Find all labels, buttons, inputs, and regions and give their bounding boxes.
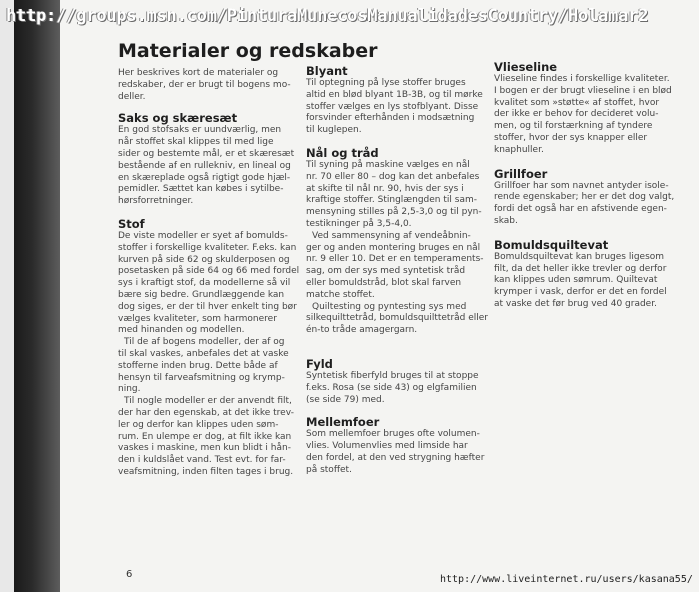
text-line: mensyning stilles på 2,5-3,0 og til pyn- [306, 207, 482, 218]
text-line: En god stofsaks er uundværlig, men [118, 125, 282, 136]
text-line: skab. [494, 215, 518, 226]
column-middle [306, 64, 488, 477]
text-line: den i kuldslået vand. Test evt. for far- [118, 455, 286, 466]
text-line: posetasken på side 64 og 66 med fordel [118, 266, 300, 277]
text-line: Ved sammensyning af vendeåbnin- [312, 230, 471, 241]
text-line: Grillfoer har som navnet antyder isole- [494, 180, 669, 191]
column-left [118, 68, 300, 479]
text-line: vælges kvaliteter, som harmonerer [118, 313, 277, 324]
text-line: matche stoffet. [306, 289, 375, 300]
text-line: Til de af bogens modeller, der af og [124, 337, 285, 348]
text-line: krymper i vask, derfor er det en fordel [494, 287, 667, 298]
heading-naal: Nål og tråd [306, 145, 379, 160]
heading-saks: Saks og skæresæt [118, 111, 238, 126]
text-line: Her beskrives kort de materialer og [118, 68, 279, 78]
text-line: f.eks. Rosa (se side 43) og elgfamilien [306, 382, 477, 393]
text-line: vlies. Volumenvlies med limside har [306, 441, 468, 452]
text-line: når stoffet skal klippes til med lige [118, 137, 274, 148]
naal-paragraph-2 [306, 231, 488, 302]
book-spine [14, 0, 60, 592]
heading-fyld: Fyld [306, 356, 333, 371]
text-line: deller. [118, 91, 146, 102]
text-line: hensyn til farveafsmitning og krymp- [118, 372, 285, 383]
text-line: Bomuldsquiltevat kan bruges ligesom [494, 251, 665, 262]
text-line: testikninger på 3,5-4,0. [306, 218, 412, 229]
text-line: vaskes i maskine, men kun blidt i hån- [118, 443, 291, 454]
text-line: knaphuller. [494, 144, 544, 155]
text-line: stoffer i forskellige kvaliteter. F.eks. kan [118, 242, 297, 253]
text-line: Syntetisk fiberfyld bruges til at stoppe [306, 370, 479, 381]
heading-blyant: Blyant [306, 64, 348, 78]
text-line: rende egenskaber; her er det dog valgt, [494, 192, 675, 203]
text-line: veafsmitning, inden filten tages i brug. [118, 466, 294, 477]
page-number: 6 [126, 569, 133, 580]
text-line: bære sig bedre. Grundlæggende kan [118, 289, 285, 300]
text-line: eller bomuldstråd, blot skal farven [306, 277, 462, 288]
heading-mellemfoer: Mellemfoer [306, 415, 380, 430]
text-line: kan klippes uden sømrum. Quiltevat [494, 275, 658, 286]
bomuldsquiltevat-paragraph [494, 252, 686, 311]
text-line: Som mellemfoer bruges ofte volumen- [306, 429, 480, 440]
text-line: stoffer, hvor der sys knapper eller [494, 132, 648, 143]
text-line: Til syning på maskine vælges en nål [306, 159, 470, 170]
text-line: sider og bestemte mål, er et skæresæt [118, 148, 295, 159]
text-line: Vlieseline findes i forskellige kvaliteter. [494, 74, 670, 84]
text-line: men, og til forstærkning af tyndere [494, 121, 653, 132]
text-line: rum. En ulempe er dog, at filt ikke kan [118, 431, 292, 442]
text-line: en skæreplade også rigtigt gode hjæl- [118, 172, 291, 183]
stof-paragraph-2 [118, 337, 300, 396]
text-line: sag, om der sys med syntetisk tråd [306, 266, 466, 277]
watermark-url: http://groups.msn.com/PinturaMunecosManualidadesCountry/Holamar2 [6, 6, 649, 26]
text-line: ler og derfor kan klippes uden søm- [118, 419, 279, 430]
text-line: der har den egenskab, at det ikke trev- [118, 407, 295, 418]
text-line: kraftige stoffer. Stinglængden til sam- [306, 195, 477, 206]
naal-paragraph-3 [306, 302, 488, 337]
text-line: Quiltesting og pyntesting sys med [312, 301, 467, 312]
text-line: dog siges, er der til hver enkelt ting bør [118, 301, 297, 312]
text-line: Til optegning på lyse stoffer bruges [306, 78, 466, 88]
text-line: at skifte til nål nr. 90, hvis der sys i [306, 183, 464, 194]
text-line: på stoffet. [306, 464, 352, 475]
text-line: De viste modeller er syet af bomulds- [118, 230, 288, 241]
mellemfoer-paragraph [306, 429, 488, 476]
text-line: ger og anden montering bruges en nål [306, 242, 481, 253]
text-line: forsvinder efterhånden i modsætning [306, 113, 475, 124]
text-line: med hinanden og modellen. [118, 325, 245, 336]
text-line: til skal vaskes, anbefales det at vaske [118, 348, 289, 359]
scan-left-margin [0, 0, 14, 592]
text-line: stoffer vælges en lys stofblyant. Disse [306, 101, 479, 112]
text-line: sys i kraftigt stof, da modellerne så vil [118, 278, 291, 289]
saks-paragraph [118, 125, 300, 208]
text-line: bestående af en rullekniv, en lineal og [118, 160, 291, 171]
heading-stof: Stof [118, 216, 145, 231]
column-right [494, 60, 686, 311]
text-line: hørsforretninger. [118, 196, 194, 207]
text-line: redskaber, der er brugt til bogens mo- [118, 79, 291, 90]
text-line: at vaske det før brug ved 40 grader. [494, 298, 657, 309]
text-line: nr. 9 eller 10. Det er en temperaments- [306, 254, 484, 265]
text-line: den fordel, at den ved strygning hæfter [306, 452, 485, 463]
heading-bomuldsquiltevat: Bomuldsquiltevat [494, 237, 609, 252]
text-line: ning. [118, 384, 141, 395]
text-line: silkequilttetråd, bomuldsquilttetråd eller [306, 313, 489, 324]
text-line: kurven på side 62 og skulderposen og [118, 254, 290, 265]
fyld-paragraph [306, 371, 488, 406]
stof-paragraph-1 [118, 231, 300, 337]
blyant-paragraph [306, 78, 488, 137]
text-line: filt, da det heller ikke trevler og derfor [494, 263, 667, 274]
naal-paragraph-1 [306, 160, 488, 231]
footer-url: http://www.liveinternet.ru/users/kasana55/ [440, 574, 693, 585]
text-line: Til nogle modeller er der anvendt filt, [124, 396, 292, 407]
text-line: nr. 70 eller 80 – dog kan det anbefales [306, 171, 480, 182]
text-line: der ikke er behov for decideret volu- [494, 109, 659, 120]
text-line: (se side 79) med. [306, 394, 385, 405]
text-line: til kuglepen. [306, 125, 362, 136]
text-line: fordi det også har en afstivende egen- [494, 204, 667, 215]
text-line: I bogen er der brugt vlieseline i en blød [494, 85, 672, 96]
grillfoer-paragraph [494, 181, 686, 228]
text-line: én-to tråde amagergarn. [306, 325, 418, 336]
intro-paragraph [118, 68, 300, 103]
page-title: Materialer og redskaber [118, 40, 378, 62]
text-line: kvalitet som »støtte« af stoffet, hvor [494, 97, 660, 108]
text-line: pemidler. Sættet kan købes i sytilbe- [118, 184, 284, 195]
stof-paragraph-3 [118, 396, 300, 479]
text-line: stofferne inden brug. Dette både af [118, 360, 278, 371]
vlieseline-paragraph [494, 74, 686, 157]
text-line: altid en blød blyant 1B-3B, og til mørke [306, 89, 483, 100]
heading-vlieseline: Vlieseline [494, 60, 558, 74]
heading-grillfoer: Grillfoer [494, 166, 548, 181]
